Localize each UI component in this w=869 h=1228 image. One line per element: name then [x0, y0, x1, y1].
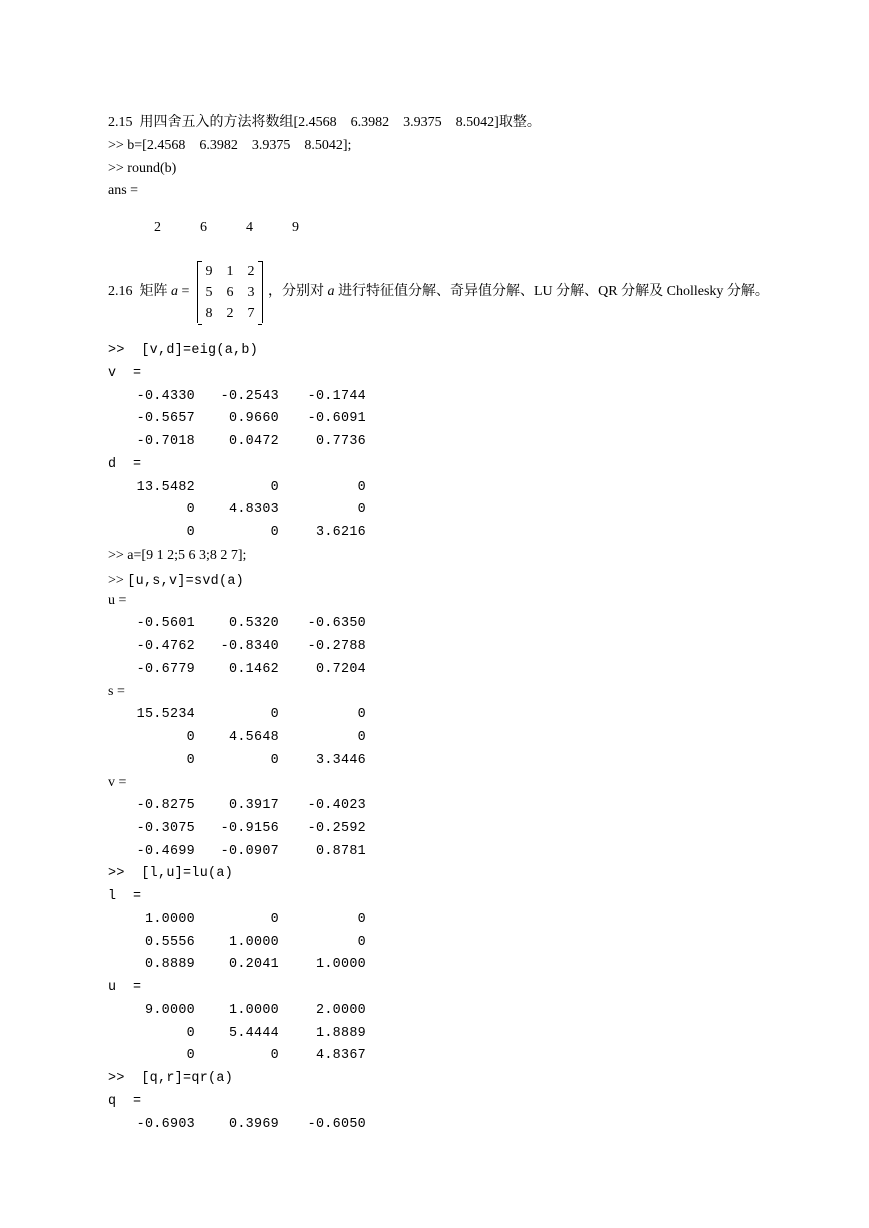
- matrix-cell: 0.3917: [228, 798, 279, 813]
- matrix-cell: 0.3969: [228, 1117, 279, 1132]
- matrix-cell: 4.8367: [315, 1048, 366, 1063]
- matrix-cell: 0: [270, 480, 279, 495]
- matrix-cell: 0: [270, 1048, 279, 1063]
- ans-label: ans =: [108, 183, 139, 198]
- matrix-cell: -0.7018: [136, 434, 195, 449]
- matrix-cell: 0: [357, 730, 366, 745]
- matrix-cell: 0.5320: [228, 616, 279, 631]
- matrix-cell: 4.8303: [228, 502, 279, 517]
- matrix-cell: 1.8889: [315, 1026, 366, 1041]
- matrix-cell: 0: [270, 912, 279, 927]
- matrix-row: 8 2 7: [205, 306, 255, 321]
- matrix-cell: -0.8275: [136, 798, 195, 813]
- command-line: >> a=[9 1 2;5 6 3;8 2 7];: [108, 548, 247, 563]
- matrix-cell: -0.6903: [136, 1117, 195, 1132]
- output-label: q =: [108, 1094, 142, 1109]
- matrix-cell: 0.9660: [228, 411, 279, 426]
- output-label: v =: [108, 775, 127, 790]
- matrix-cell: 0: [186, 502, 195, 517]
- matrix-cell: -0.4023: [307, 798, 366, 813]
- matrix-cell: -0.6091: [307, 411, 366, 426]
- output-label: u =: [108, 980, 142, 995]
- matrix-cell: -0.5657: [136, 411, 195, 426]
- ans-values: [108, 207, 299, 235]
- matrix-cell: -0.4699: [136, 844, 195, 859]
- matrix-cell: 3.3446: [315, 753, 366, 768]
- problem-2-16-suffix: ，分别对 a 进行特征值分解、奇异值分解、LU 分解、QR 分解及 Chollesky 分解。: [268, 284, 769, 299]
- matrix-cell: -0.8340: [220, 639, 279, 654]
- matrix-cell: 5.4444: [228, 1026, 279, 1041]
- matrix-cell: 0: [186, 730, 195, 745]
- matrix-cell: 13.5482: [136, 480, 195, 495]
- matrix-cell: 0.8781: [315, 844, 366, 859]
- output-label: s =: [108, 684, 125, 699]
- command-text: [u,s,v]=svd(a): [127, 574, 244, 589]
- matrix-cell: 0.5556: [144, 935, 195, 950]
- matrix-cell: 0.7204: [315, 662, 366, 677]
- matrix-cell: 0: [270, 753, 279, 768]
- matrix-cell: 0.7736: [315, 434, 366, 449]
- matrix-cell: -0.4762: [136, 639, 195, 654]
- matrix-cell: 1.0000: [315, 957, 366, 972]
- matrix-row: 9 1 2: [205, 264, 255, 279]
- command-line: >> b=[2.4568 6.3982 3.9375 8.5042];: [108, 138, 352, 153]
- matrix-cell: 1.0000: [228, 935, 279, 950]
- matrix-cell: 0.2041: [228, 957, 279, 972]
- command-line: >> [q,r]=qr(a): [108, 1071, 234, 1086]
- problem-2-16-prefix: 2.16 矩阵 a =: [108, 284, 190, 299]
- matrix-cell: -0.2592: [307, 821, 366, 836]
- matrix-cell: -0.4330: [136, 389, 195, 404]
- matrix-cell: 0: [357, 480, 366, 495]
- matrix-cell: -0.6350: [307, 616, 366, 631]
- matrix-cell: 9.0000: [144, 1003, 195, 1018]
- matrix-cell: 15.5234: [136, 707, 195, 722]
- matrix-cell: 0: [357, 912, 366, 927]
- matrix-cell: 0.8889: [144, 957, 195, 972]
- matrix-cell: 0.1462: [228, 662, 279, 677]
- matrix-cell: 0: [357, 707, 366, 722]
- ans-value: 2: [154, 220, 161, 235]
- matrix-cell: 0: [186, 753, 195, 768]
- matrix-cell: 1.0000: [228, 1003, 279, 1018]
- matrix-cell: 3.6216: [315, 525, 366, 540]
- matrix-cell: 0: [357, 502, 366, 517]
- ans-value: 9: [292, 220, 299, 235]
- matrix-cell: -0.3075: [136, 821, 195, 836]
- command-line: >> round(b): [108, 161, 177, 176]
- matrix-cell: 0: [186, 525, 195, 540]
- matrix-cell: -0.0907: [220, 844, 279, 859]
- matrix-cell: 4.5648: [228, 730, 279, 745]
- matrix-a: [197, 261, 263, 323]
- output-label: d =: [108, 457, 142, 472]
- matrix-cell: 0: [186, 1048, 195, 1063]
- matrix-cell: -0.5601: [136, 616, 195, 631]
- matrix-cell: -0.1744: [307, 389, 366, 404]
- matrix-cell: 0: [357, 935, 366, 950]
- matrix-cell: -0.6050: [307, 1117, 366, 1132]
- output-label: v =: [108, 366, 142, 381]
- output-label: u =: [108, 593, 127, 608]
- matrix-cell: -0.6779: [136, 662, 195, 677]
- matrix-cell: 0: [270, 707, 279, 722]
- ans-value: 6: [200, 220, 207, 235]
- problem-2-15-title: 2.15 用四舍五入的方法将数组[2.4568 6.3982 3.9375 8.5042]取整。: [108, 115, 541, 130]
- matrix-row: 5 6 3: [205, 285, 255, 300]
- command-line: [108, 572, 244, 588]
- matrix-cell: -0.2788: [307, 639, 366, 654]
- matrix-cell: 0: [186, 1026, 195, 1041]
- command-line: >> [l,u]=lu(a): [108, 866, 234, 881]
- matrix-cell: 2.0000: [315, 1003, 366, 1018]
- ans-value: 4: [246, 220, 253, 235]
- output-label: l =: [108, 889, 142, 904]
- matrix-cell: 0: [270, 525, 279, 540]
- command-line: >> [v,d]=eig(a,b): [108, 343, 259, 358]
- prompt: >>: [108, 573, 128, 588]
- matrix-cell: -0.2543: [220, 389, 279, 404]
- matrix-cell: 0.0472: [228, 434, 279, 449]
- matrix-cell: -0.9156: [220, 821, 279, 836]
- matrix-cell: 1.0000: [144, 912, 195, 927]
